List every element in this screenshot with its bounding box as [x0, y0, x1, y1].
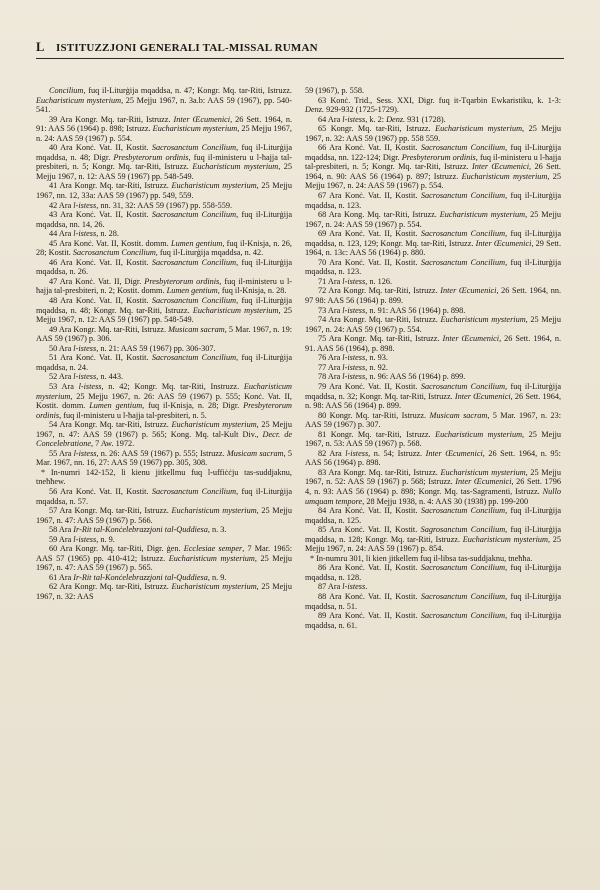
footnote-text: , fuq il-Liturġija mqaddsa, n. 123, 129; Kongr. Mq. tar-Riti, Istruzz. [305, 229, 562, 248]
footnote-italic-text: Eucharisticum mysterium [152, 124, 238, 134]
footnote-italic-text: Denz. [305, 105, 325, 115]
footnote-text: , 25 Mejju 1967, n. 3a.b: AAS 59 (1967), pp. 540-541. [36, 95, 293, 115]
footnote [36, 468, 292, 487]
footnote [36, 382, 292, 420]
footnote-text: 80 Kongr. Mq. tar-Riti, Istruzz. [318, 410, 430, 420]
footnote-italic-text: Ir-Rit tal-Konċelebrazzjoni tal-Quddiesa [73, 525, 208, 535]
footnote-text: , 26 Sett. 1796 4, n. 93: AAS 56 (1964) p. 898; Kongr. Mq. tas-Sagramenti, Istruzz. [305, 477, 561, 496]
footnote-italic-text: Sacrosanctum Concilium [420, 611, 506, 621]
footnote-text: , fuq il-ministeru u l-ħajja tal-presbiteri, n. 5; Kongr. Mq. tar-Riti, Istruzz. [305, 152, 561, 172]
footnote-text: , 25 Mejju 1967, n. 53: AAS 59 (1967) p. 568. [305, 429, 561, 449]
footnote-text: , 25 Mejju 1967, n. 47: AAS 59 (1967) p. 565; Kong. Mq. tal-Kult Div., [36, 420, 292, 439]
footnote-text: 46 Ara Konċ. Vat. II, Kostit. [49, 257, 152, 267]
footnote [305, 143, 561, 191]
footnote-italic-text: Inter Œcumenici [440, 286, 497, 296]
footnote [36, 535, 292, 545]
footnote-italic-text: l-istess [342, 114, 366, 124]
footnote-text: 88 Ara Konċ. Vat. II, Kostit. [318, 591, 421, 601]
footnote-text: 929-932 (1725-1729). [324, 105, 399, 115]
footnote [305, 554, 561, 564]
footnote [36, 525, 292, 535]
footnote-italic-text: Presbyterorum ordinis [144, 276, 220, 286]
footnote-italic-text: l-istess [342, 372, 366, 382]
footnote-italic-text: Presbyterorum ordinis [401, 152, 476, 162]
footnote [36, 296, 292, 325]
footnote-text: 60 Ara Kongr. Mq. tar-Riti, Digr. ġen. [49, 544, 184, 554]
footnotes-right-column [305, 86, 561, 630]
footnote-italic-text: Sacrosanctum Concilium [420, 143, 506, 153]
footnote-text: , n. 28. [96, 229, 119, 239]
footnote-text: , 25 Mejju 1967, n. 47: AAS 59 (1967) p. 565. [36, 553, 292, 573]
footnote-text: , 25 Mejju 1967, n. 24: AAS 59 (1967) p. 554. [36, 124, 292, 143]
footnote-italic-text: Musicam sacram [429, 410, 488, 420]
footnote-text: 79 Ara Konċ. Vat. II, Kostit. [318, 381, 421, 391]
footnote-text: , nn. 31, 32: AAS 59 (1967) pp. 558-559. [96, 200, 233, 210]
footnote-text: , 7 Mar. 1965: AAS 57 (1965) pp. 410-412; Istruzz. [36, 544, 292, 563]
footnote-italic-text: l-istess [73, 200, 97, 210]
footnote-italic-text: Inter Œcumenici [454, 391, 511, 401]
footnote-italic-text: l-istess [73, 534, 97, 544]
footnote-text: , 26 Sett. 1964, nn. 97 98: AAS 56 (1964) p. 899. [305, 286, 562, 306]
footnote-italic-text: l-istess [345, 448, 369, 458]
running-header [36, 40, 556, 56]
footnote-text: , 25 Mejju 1967, n. 12: AAS 59 (1967) pp. 548-549. [36, 162, 292, 181]
footnote-text: , 25 Mejju 1967, n. 32: AAS 59 (1967) pp. 558 559. [305, 124, 561, 143]
footnote-text: 67 Ara Konċ. Vat. II, Kostit. [318, 191, 421, 201]
footnote-text: , 26 Sett. 1964, n. 98: AAS 56 (1964) p. 899. [305, 391, 562, 411]
footnote-italic-text: l-istess [78, 381, 102, 391]
footnote-text: 51 Ara Konċ. Vat. II, Kostit. [49, 353, 152, 363]
footnote-text: 59 Ara [49, 534, 74, 544]
footnote-text: * In-numri 142-152, li kienu jitkellmu fuq l-uffiċċju tas-suddjaknu, tneħħew. [36, 467, 292, 487]
footnote [36, 229, 292, 239]
footnote-italic-text: l-istess [342, 305, 366, 315]
footnote-text: . [365, 582, 368, 592]
footnote-text: 50 Ara [49, 343, 74, 353]
footnote-text: 74 Ara Kongr. Mq. tar-Riti, Istruzz. [318, 315, 441, 325]
footnote-text: 45 Ara Konċ. Vat. II, Kostit. domm. [49, 238, 171, 248]
footnote-text: , n. 9. [96, 534, 115, 544]
footnote-italic-text: Denz. [386, 114, 406, 124]
footnote-text: , fuq il-Liturġija mqaddsa, n. 42. [155, 248, 264, 258]
footnote-italic-text: Ecclesiae semper [183, 544, 243, 554]
footnote-text: 68 Ara Kong. Mq. tar-Riti, Istruzz. [318, 210, 440, 220]
footnote-text: , fuq il-Liturġija mqaddsa, n. 48; Kongr. Mq. tar-Riti, Istruzz. [36, 296, 293, 315]
footnote-italic-text: Eucharisticum mysterium [171, 181, 257, 191]
footnote [36, 573, 292, 583]
footnote-text: 86 Ara Konċ. Vat. II, Kostit. [318, 563, 421, 573]
footnote [305, 582, 561, 592]
footnote-text: 66 Ara Konċ. Vat. II, Kostit. [318, 143, 421, 153]
footnote-italic-text: Ir-Rit tal-Konċelebrazzjoni tal-Quddiesa [73, 572, 208, 582]
footnote-italic-text: Sacrosanctum Concilium [72, 248, 156, 258]
footnote-text: , 25 Mejju 1967, n. 24: AAS 59 (1967) p. 554. [305, 171, 562, 191]
footnote-italic-text: Concilium [49, 86, 84, 95]
footnote-text: , n. 54; Istruzz. [368, 448, 426, 458]
footnote-text: , fuq il-Liturġija mqaddsa, nn. 14, 26. [36, 210, 293, 229]
footnote-text: , 28 Mejju 1938, n. 4: AAS 30 (1938) pp. 199-200 [362, 496, 529, 506]
footnote [305, 449, 561, 468]
footnote-italic-text: Presbyterorum ordinis [36, 401, 292, 420]
footnote-text: 84 Ara Konċ. Vat. II, Kostit. [318, 506, 421, 516]
footnote-text: , fuq il-Liturġija mqaddsa, n. 57. [36, 486, 293, 506]
footnote-text: , fuq il-Liturġija mqaddsa, n. 125. [305, 506, 562, 525]
footnote-italic-text: Eucharisticum mysterium [171, 506, 257, 516]
footnote-text: 56 Ara Konċ. Vat. II, Kostit. [49, 486, 152, 496]
footnote [305, 115, 561, 125]
footnote-italic-text: Musicam sacram [168, 324, 225, 334]
footnote-text: 39 Ara Kongr. Mq. tar-Riti, Istruzz. [49, 114, 174, 124]
footnote-text: 82 Ara [318, 448, 346, 458]
footnote-text: , fuq il-Knisja, n. 26, 28; Kostit. [36, 238, 292, 258]
footnote [36, 86, 292, 115]
footnote-text: , 25 Mejju 1967, n. 52: AAS 59 (1967) p. 568; Istruzz. [305, 467, 561, 487]
footnote-text: , fuq il-Knisja, n. 28; Digr. [142, 401, 244, 411]
footnote-text: , n. 91: AAS 56 (1964) p. 898. [365, 305, 466, 315]
footnote [36, 353, 292, 372]
footnote-italic-text: Sacrosanctum Concilium [151, 296, 237, 306]
footnote [305, 210, 561, 229]
footnote-text: 81 Kongr. Mq. tar-Riti, Istruzz. [318, 429, 436, 439]
footnote [36, 449, 292, 468]
footnote [305, 191, 561, 210]
footnote [305, 382, 561, 411]
footnote-text: , 25 Mejju 1967, n. 24: AAS 59 (1967) p. 854. [305, 534, 562, 554]
footnote [36, 143, 292, 181]
footnote-text: , n. 92. [365, 362, 388, 372]
footnote [305, 468, 561, 506]
footnote-italic-text: Eucharisticum mysterium [171, 420, 257, 430]
footnote-italic-text: Eucharisticum mysterium [435, 429, 523, 439]
footnote-text: 62 Ara Kongr. Mq. tar-Riti, Istruzz. [49, 582, 172, 592]
footnote-text: 64 Ara [318, 114, 343, 124]
footnote-text: 72 Ara Kongr. Mq. tar-Riti, Istruzz. [318, 286, 441, 296]
footnote-italic-text: Musicam sacram [226, 448, 284, 458]
footnote-text: 78 Ara [318, 372, 343, 382]
footnote-text: , fuq il-Liturġija mqaddsa, n. 47; Kongr. Mq. tar-Riti, Istruzz. [83, 86, 292, 95]
footnote [305, 124, 561, 143]
footnote-text: , n. 3. [207, 525, 227, 535]
footnote [36, 210, 292, 229]
footnote-text: 44 Ara [49, 229, 74, 239]
footnote-text: , fuq il-Liturġija mqaddsa, n. 128; Kongr. Mq. tar-Riti, Istruzz. [305, 525, 562, 544]
footnote-text: 57 Ara Kongr. Mq. tar-Riti, Istruzz. [49, 506, 172, 516]
footnote-text: 41 Ara Kongr. Mq. tar-Riti, Istruzz. [49, 181, 172, 191]
footnote-text: , 7 Aw. 1972. [91, 439, 135, 449]
footnote [305, 277, 561, 287]
footnote-italic-text: l-istess [73, 372, 97, 382]
footnote-italic-text: Sagrosanctum Concilium [420, 525, 506, 535]
footnote [305, 86, 561, 96]
footnote-text: , 25 Mejju 1967, n. 12: AAS 59 (1967) pp. 548-549. [36, 305, 292, 325]
footnote-italic-text: Eucharisticum mysterium [440, 467, 526, 477]
footnote-text: , fuq il-Liturġija mqaddsa, n. 26. [36, 257, 293, 277]
footnote-text: , n. 9. [207, 572, 227, 582]
footnote-italic-text: Sacrosanctum Concilium [151, 257, 237, 267]
footnote [36, 277, 292, 296]
footnote [305, 229, 561, 258]
footnote-text: , fuq il-Knisja, n. 28. [217, 286, 287, 296]
footnote-text: , 5 Mar. 1967, n. 23: AAS 59 (1967) p. 307. [305, 410, 561, 430]
footnote-italic-text: Inter Œcumenici [425, 448, 483, 458]
footnote-italic-text: l-istess [73, 448, 97, 458]
footnote-italic-text: Sacrosanctum Concilium [151, 210, 237, 220]
footnote-italic-text: Lumen gentium [89, 401, 143, 411]
footnote-italic-text: Sacrosanctum Concilium [151, 486, 237, 496]
footnote-italic-text: l-istess [73, 343, 97, 353]
footnote [305, 411, 561, 430]
footnote-italic-text: Inter Œcumenici [475, 238, 532, 248]
footnote-text: 63 Konċ. Trid., Sess. XXI, Digr. fuq it-Tqarbin Ewkaristiku, k. 1-3: [318, 95, 561, 105]
footnote-text: 52 Ara [49, 372, 74, 382]
footnote-text: , n. 443. [96, 372, 124, 382]
footnote-text: 43 Ara Konċ. Vat. II, Kostit. [49, 210, 152, 220]
footnote-text: 69 Ara Konċ. Vat. II, Kostit. [318, 229, 421, 239]
footnote-italic-text: Sacrosanctum Concilium [420, 563, 506, 573]
footnote [305, 315, 561, 334]
running-title: ISTITUZZJONI GENERALI TAL-MISSAL RUMAN [56, 42, 318, 54]
footnote [36, 506, 292, 525]
footnote-italic-text: Sacrosanctum Concilium [151, 353, 237, 363]
footnote-text: 55 Ara [49, 448, 74, 458]
footnote-text: , fuq il-ministeru u l-ħajja tal-presbiteri, n. 5; Kongr. Mq. tar-Riti, Istruzz. [36, 152, 292, 172]
footnote-text: 61 Ara [49, 572, 74, 582]
footnote-italic-text: Sacrosanctum Concilium [420, 381, 506, 391]
footnote [305, 430, 561, 449]
footnote-text: , fuq il-Liturġija mqaddsa, n. 24. [36, 353, 293, 372]
footnote [36, 181, 292, 200]
footnote-italic-text: Decr. de Concelebratione [36, 429, 293, 449]
footnote-text: , n. 21: AAS 59 (1967) pp. 306-307. [96, 343, 216, 353]
footnote-text: , fuq il-Liturġija mqaddsa, n. 48; Digr. [36, 143, 293, 162]
footnote-italic-text: Sacrosanctum Concilium [420, 257, 506, 267]
footnote [36, 325, 292, 344]
footnote-italic-text: Inter Œcumenici [173, 114, 231, 124]
footnote-italic-text: Eucharisticum mysterium [462, 534, 548, 544]
footnote-italic-text: Eucharisticum mysterium [171, 582, 257, 592]
footnote [305, 506, 561, 525]
footnote-italic-text: Eucharisticum mysterium [168, 553, 255, 563]
footnote-italic-text: Eucharisticum mysterium [192, 162, 279, 172]
footnote-text: , fuq il-Liturġija mqaddsa, n. 61. [305, 611, 562, 630]
footnote-italic-text: Lumen gentium [170, 238, 223, 248]
footnote-italic-text: l-istess [342, 353, 366, 363]
footnote-text: , 29 Sett. 1964, n. 13c: AAS 56 (1964) p. 880. [305, 238, 562, 258]
footnote-text: 83 Ara Kongr. Mq. tar-Riti, Istruzz. [318, 467, 441, 477]
footnote [305, 306, 561, 316]
footnote-italic-text: Nullo umquam tempore [305, 486, 561, 506]
footnote-italic-text: Eucharisticum mysterium [439, 210, 526, 220]
footnote-text: , k. 2: [365, 114, 387, 124]
footnote-text: , fuq il-Liturġija mqaddsa, n. 123. [305, 191, 562, 210]
footnote-text: , 25 Mejju 1967, n. 26: AAS 59 (1967) p. 555; Konċ. Vat. II, Kostit. domm. [36, 391, 292, 411]
footnote-text: , 25 Mejju 1967, n. 24: AAS 59 (1967) p. 554. [305, 210, 561, 229]
footnote-text: , 26 Sett. 1964, n. 91: AAS 56 (1964) p. 898; Istruzz. [36, 114, 293, 134]
footnote-text: * In-numru 301, li kien jitkellem fuq il-libsa tas-suddjaknu, tneħħa. [310, 553, 533, 563]
footnote-italic-text: Inter Œcumenici [442, 334, 500, 344]
footnote [36, 344, 292, 354]
footnote-text: 85 Ara Konċ. Vat. II, Kostit. [318, 525, 421, 535]
footnote [36, 115, 292, 144]
footnote-text: , n. 96: AAS 56 (1964) p. 899. [365, 372, 466, 382]
header-rule [36, 58, 564, 59]
footnote-text: 89 Ara Konċ. Vat. II, Kostit. [318, 611, 421, 621]
footnote-text: 77 Ara [318, 362, 343, 372]
footnote [305, 363, 561, 373]
footnote-text: 71 Ara [318, 276, 343, 286]
footnotes-left-column [36, 86, 292, 602]
footnote [305, 592, 561, 611]
footnote-italic-text: Eucharisticum mysterium [440, 315, 526, 325]
footnote-italic-text: l-istess [73, 229, 97, 239]
footnote-italic-text: Eucharisticum mysterium [36, 95, 122, 105]
footnote [305, 286, 561, 305]
footnote [305, 563, 561, 582]
footnote-text: 58 Ara [49, 525, 74, 535]
footnote-italic-text: Inter Œcumenici [455, 477, 512, 487]
footnote-text: , 26 Sett. 1964, n. 90: AAS 56 (1964) p. 897; Istruzz. [305, 162, 561, 181]
page-number: L [36, 40, 45, 54]
footnote-text: , 26 Sett. 1964, n. 95: AAS 56 (1964) p. 898. [305, 448, 561, 468]
footnote-text: 87 Ara [318, 582, 343, 592]
footnote [305, 258, 561, 277]
footnote [36, 201, 292, 211]
footnote-italic-text: Lumen gentium [166, 286, 218, 296]
footnote [305, 334, 561, 353]
footnote-italic-text: l-istess [342, 276, 366, 286]
footnote-text: 73 Ara [318, 305, 343, 315]
footnote [305, 372, 561, 382]
footnote-italic-text: l-istess [342, 362, 366, 372]
footnote-text: 75 Ara Kongr. Mq. tar-Riti, Istruzz. [318, 334, 443, 344]
footnote-text: , fuq il-Liturġija mqaddsa, nn. 122-124; Digr. [305, 143, 562, 162]
footnote-text: , 26 Sett. 1964, n. 91. AAS 56 (1964), p. 898. [305, 334, 562, 353]
footnote-italic-text: Eucharisticum mysterium [192, 305, 279, 315]
footnote-italic-text: Presbyterorum ordinis [113, 152, 189, 162]
footnote-text: 48 Ara Konċ. Vat. II, Kostit. [49, 296, 152, 306]
footnote-text: 49 Ara Kongr. Mq. tar-Riti, Istruzz. [49, 324, 169, 334]
footnote-italic-text: Sacrosanctum Concilium [420, 591, 506, 601]
footnote-italic-text: Sacrosanctum Concilium [420, 191, 506, 201]
footnote-italic-text: Eucharisticum mysterium [435, 124, 523, 134]
footnote [36, 582, 292, 601]
footnote [305, 525, 561, 554]
footnote-text: 70 Ara Konċ. Vat. II, Kostit. [318, 257, 421, 267]
footnote [36, 544, 292, 573]
footnote-text: 40 Ara Konċ. Vat. II, Kostit. [49, 143, 152, 153]
footnote-italic-text: Sacrosanctum Concilium [420, 506, 506, 516]
footnote [36, 372, 292, 382]
footnote [36, 258, 292, 277]
footnote-italic-text: Sacrosanctum Concilium [420, 229, 506, 239]
footnote-text: 54 Ara Kongr. Mq. tar-Riti, Istruzz. [49, 420, 172, 430]
footnote-text: , 25 Mejju 1967, n. 47: AAS 59 (1967) p. 566. [36, 506, 292, 525]
footnote-text: , 25 Mejju 1967, n. 32: AAS [36, 582, 292, 601]
footnote [36, 239, 292, 258]
footnote-text: , fuq il-Liturġija mqaddsa, n. 128. [305, 563, 562, 582]
footnote-italic-text: Eucharisticum mysterium [36, 381, 292, 401]
footnote [305, 353, 561, 363]
footnote [36, 487, 292, 506]
footnote-text: , 25 Mejju 1967, nn. 12, 33a: AAS 59 (1967) pp. 549, 559. [36, 181, 292, 201]
footnote-text: 65 Kongr. Mq. tar-Riti, Istruzz. [318, 124, 436, 134]
footnote-text: 59 (1967), p. 558. [305, 86, 365, 95]
footnote-text: , fuq il-ministeru u l-ħajja tal-presbiteri, n. 2; Kostit. domm. [36, 276, 292, 296]
footnote [305, 611, 561, 630]
footnote-text: 53 Ara [49, 381, 79, 391]
footnote-text: , n. 42; Kongr. Mq. tar-Riti, Instruzz. [101, 381, 244, 391]
footnote-italic-text: l-istess [342, 582, 366, 592]
footnote-text: , n. 126. [365, 276, 393, 286]
footnote-text: , 5 Mar. 1967, nn. 16, 27: AAS 59 (1967) pp. 305, 308. [36, 448, 293, 468]
footnote-text: 76 Ara [318, 353, 343, 363]
footnote-text: , 25 Mejju 1967, n. 24: AAS 59 (1967) p. 554. [305, 315, 561, 334]
footnote [305, 96, 561, 115]
footnote-italic-text: Sacrosanctum Concilium [151, 143, 237, 153]
footnote-italic-text: Inter Œcumenici [472, 162, 529, 172]
footnote-text: 931 (1728). [405, 114, 446, 124]
footnote-text: , n. 26: AAS 59 (1967) p. 555; Istruzz. [96, 448, 227, 458]
footnote-text: 42 Ara [49, 200, 74, 210]
footnote-text: 47 Ara Konċ. Vat. II, Digr. [49, 276, 145, 286]
footnote-text: , fuq il-Liturġija mqaddsa, n. 123. [305, 257, 562, 277]
footnote-text: , fuq il-ministeru u l-ħajja tal-presbiteri, n. 5. [59, 410, 207, 420]
footnote-italic-text: Eucharisticum mysterium [461, 171, 548, 181]
footnote [36, 420, 292, 449]
footnote-text: , n. 93. [365, 353, 388, 363]
footnote-text: , fuq il-Liturġija mqaddsa, n. 51. [305, 591, 562, 611]
footnote-text: , 5 Mar. 1967, n. 19: AAS 59 (1967) p. 306. [36, 324, 292, 344]
footnote-text: , fuq il-Liturġija mqaddsa, n. 32; Kongr. Mq. tar-Riti, Istruzz. [305, 381, 562, 401]
